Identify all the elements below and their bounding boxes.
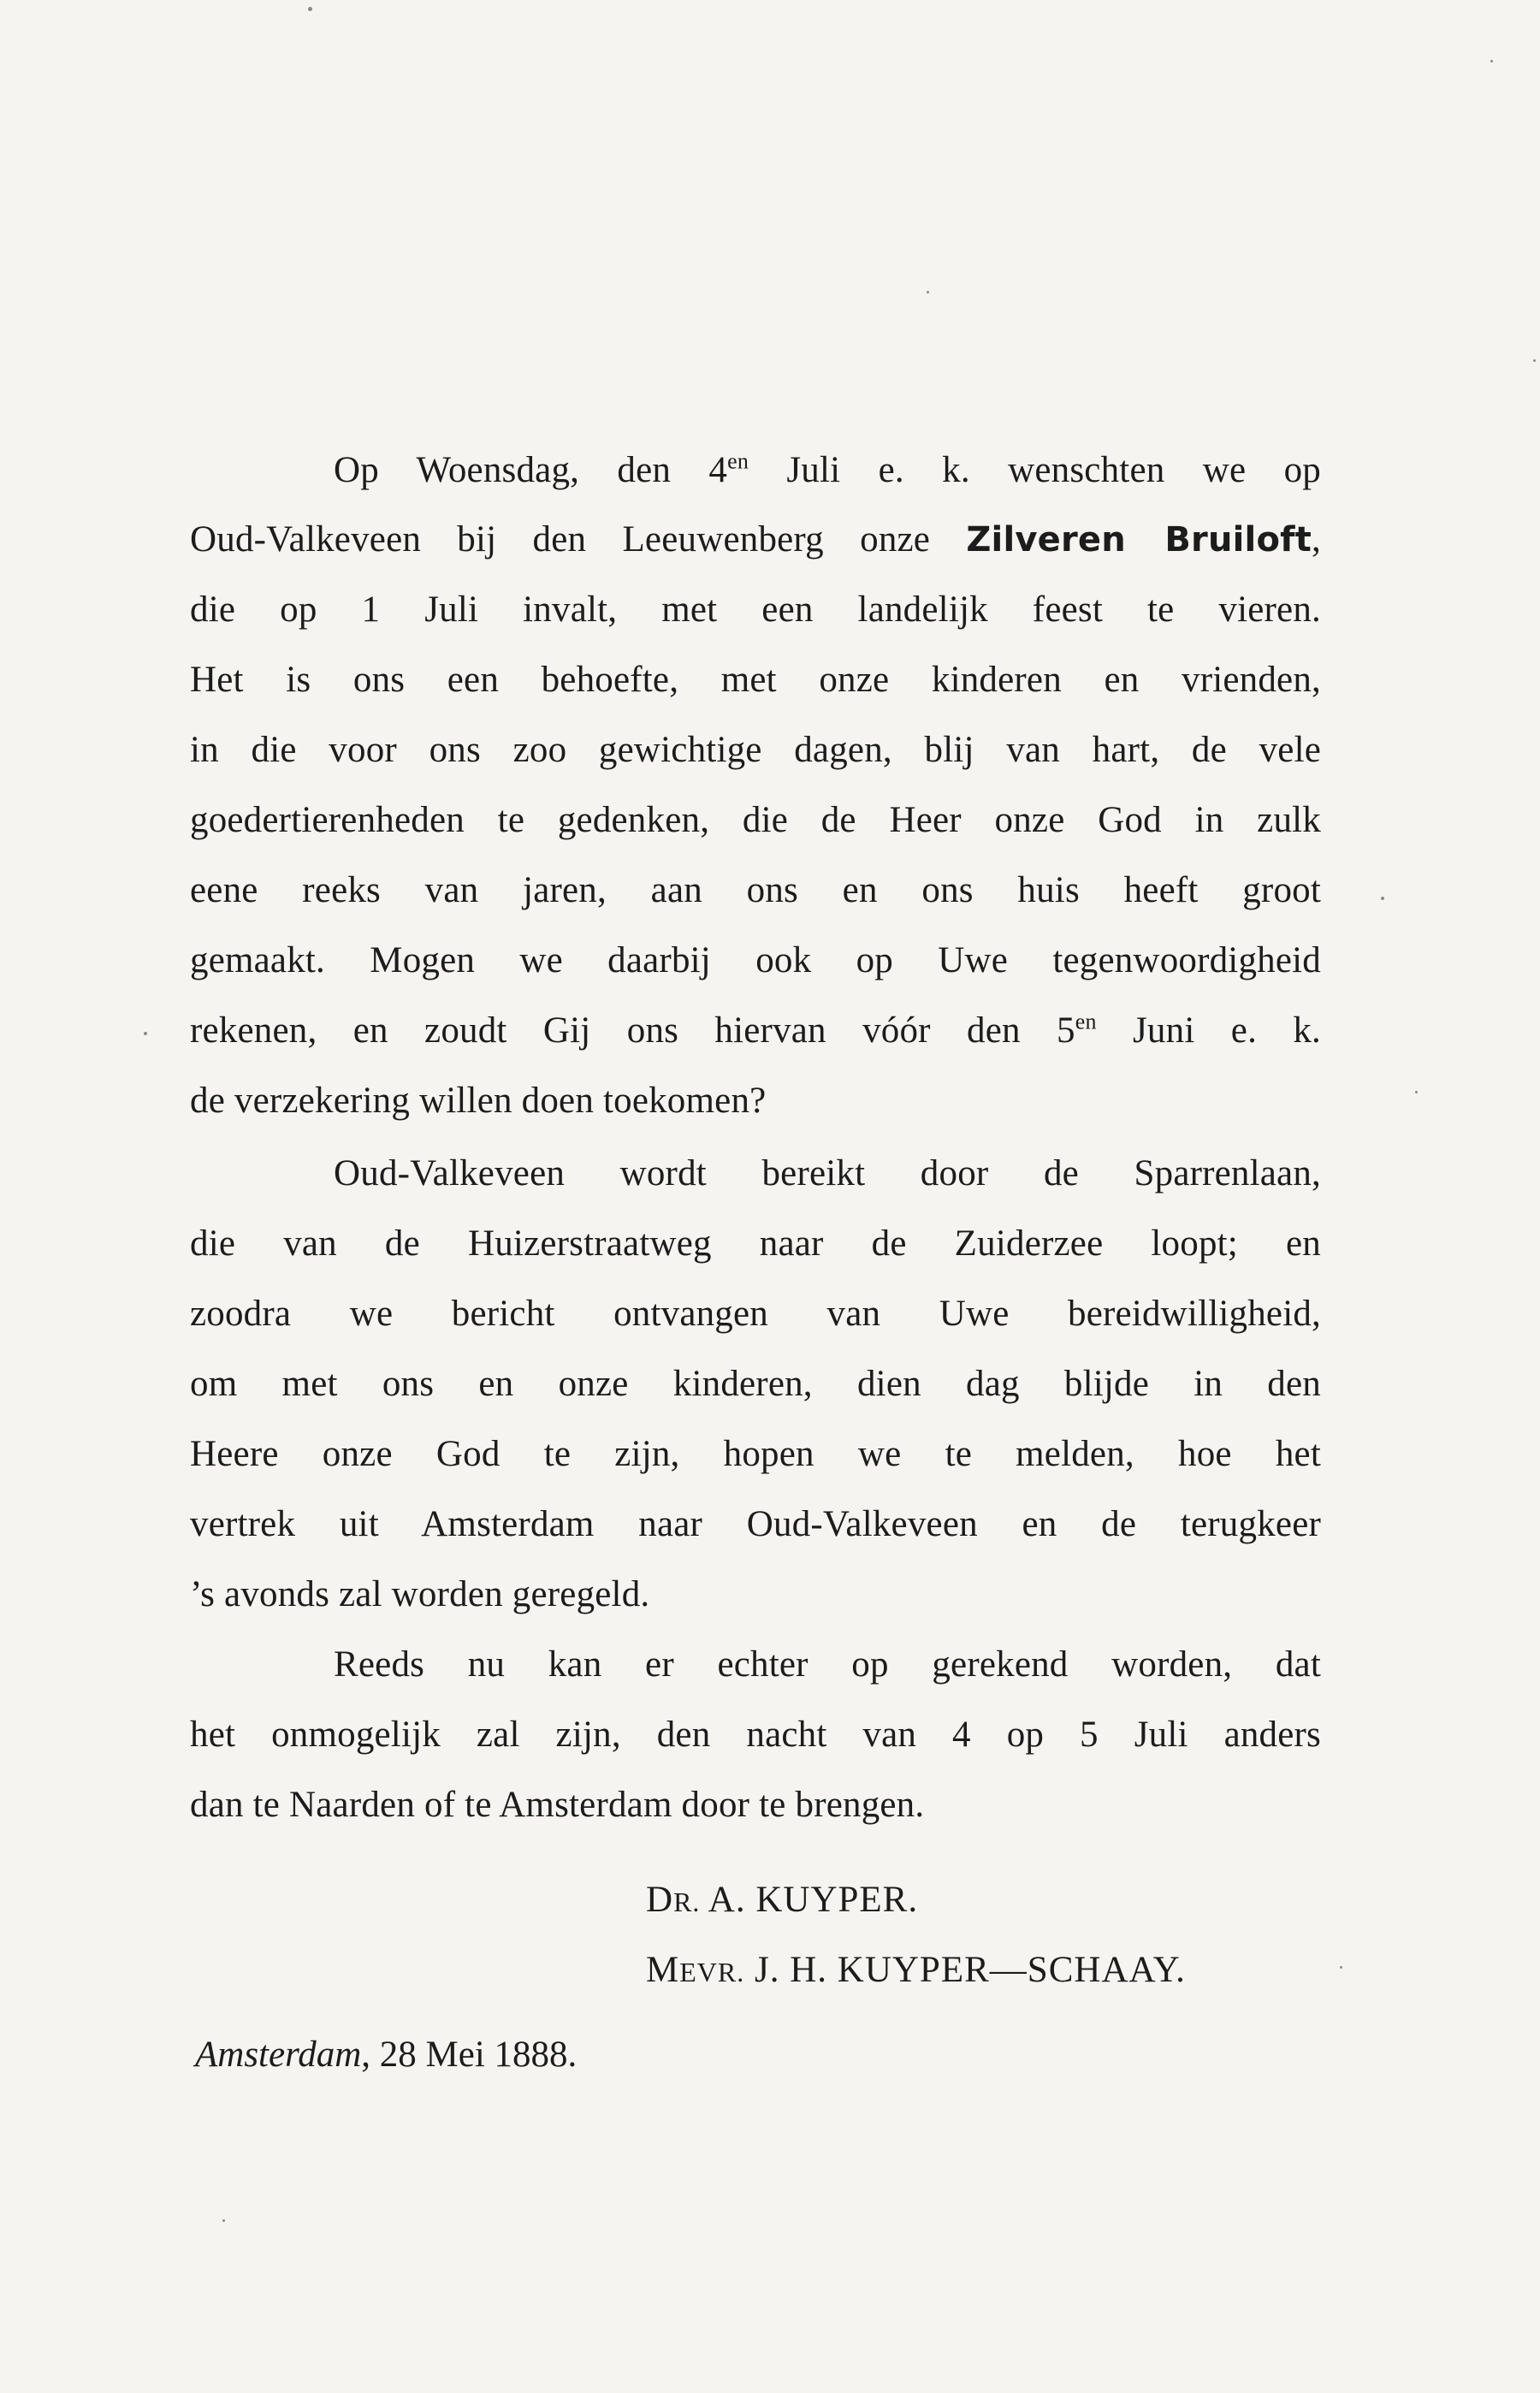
text-line: in die voor ons zoo gewichtige dagen, blij van hart, de vele xyxy=(190,730,1321,770)
text-line: zoodra we bericht ontvangen van Uwe bereidwilligheid, xyxy=(190,1294,1321,1334)
text-line: die op 1 Juli invalt, met een landelijk feest te vieren. xyxy=(190,589,1321,630)
text-line: vertrek uit Amsterdam naar Oud-Valkeveen en de terugkeer xyxy=(190,1504,1321,1544)
scan-speck xyxy=(144,1032,147,1035)
scan-speck xyxy=(1340,1966,1342,1969)
scan-speck xyxy=(222,2219,225,2222)
scan-speck xyxy=(1381,897,1384,900)
signature-dr-kuyper: DR. A. KUYPER. xyxy=(646,1880,919,1920)
scan-speck xyxy=(1533,359,1536,362)
highlight-zilveren-bruiloft: Zilveren Bruiloft xyxy=(966,520,1312,560)
text-line: dan te Naarden of te Amsterdam door te brengen. xyxy=(190,1785,925,1825)
place-name: Amsterdam xyxy=(195,2035,362,2075)
scan-speck xyxy=(1415,1091,1418,1093)
signature-mevr-kuyper-schaay: MEVR. J. H. KUYPER—SCHAAY. xyxy=(646,1950,1186,1990)
text-line: Op Woensdag, den $4^{en}$ Juli e. k. wenschten we op xyxy=(334,448,1321,490)
scan-speck xyxy=(927,291,929,293)
text-line: het onmogelijk zal zijn, den nacht van 4 op 5 Juli anders xyxy=(190,1715,1321,1755)
text-line: Het is ons een behoefte, met onze kinderen en vrienden, xyxy=(190,660,1321,700)
text-line: Heere onze God te zijn, hopen we te melden, hoe het xyxy=(190,1434,1321,1474)
text-line: gemaakt. Mogen we daarbij ook op Uwe tegenwoordigheid xyxy=(190,940,1321,980)
scan-speck xyxy=(308,7,312,11)
text-line: rekenen, en zoudt Gij ons hiervan vóór den $5^{en}$ Juni e. k. xyxy=(190,1009,1321,1051)
text-line: Oud-Valkeveen wordt bereikt door de Sparrenlaan, xyxy=(334,1153,1321,1194)
text-line: Reeds nu kan er echter op gerekend worden, dat xyxy=(334,1644,1321,1685)
text-line: de verzekering willen doen toekomen? xyxy=(190,1081,767,1121)
place-and-date xyxy=(195,2029,577,2081)
text-line: die van de Huizerstraatweg naar de Zuiderzee loopt; en xyxy=(190,1223,1321,1264)
text-line: Oud-Valkeveen bij den Leeuwenberg onze Zilveren Bruiloft, xyxy=(190,519,1321,560)
text-line: eene reeks van jaren, aan ons en ons huis heeft groot xyxy=(190,870,1321,910)
text-line: goedertierenheden te gedenken, die de Heer onze God in zulk xyxy=(190,800,1321,840)
letter-date: , 28 Mei 1888. xyxy=(361,2035,578,2075)
text-line: ’s avonds zal worden geregeld. xyxy=(190,1574,650,1614)
text-line: om met ons en onze kinderen, dien dag blijde in den xyxy=(190,1364,1321,1404)
scan-speck xyxy=(1490,60,1493,62)
